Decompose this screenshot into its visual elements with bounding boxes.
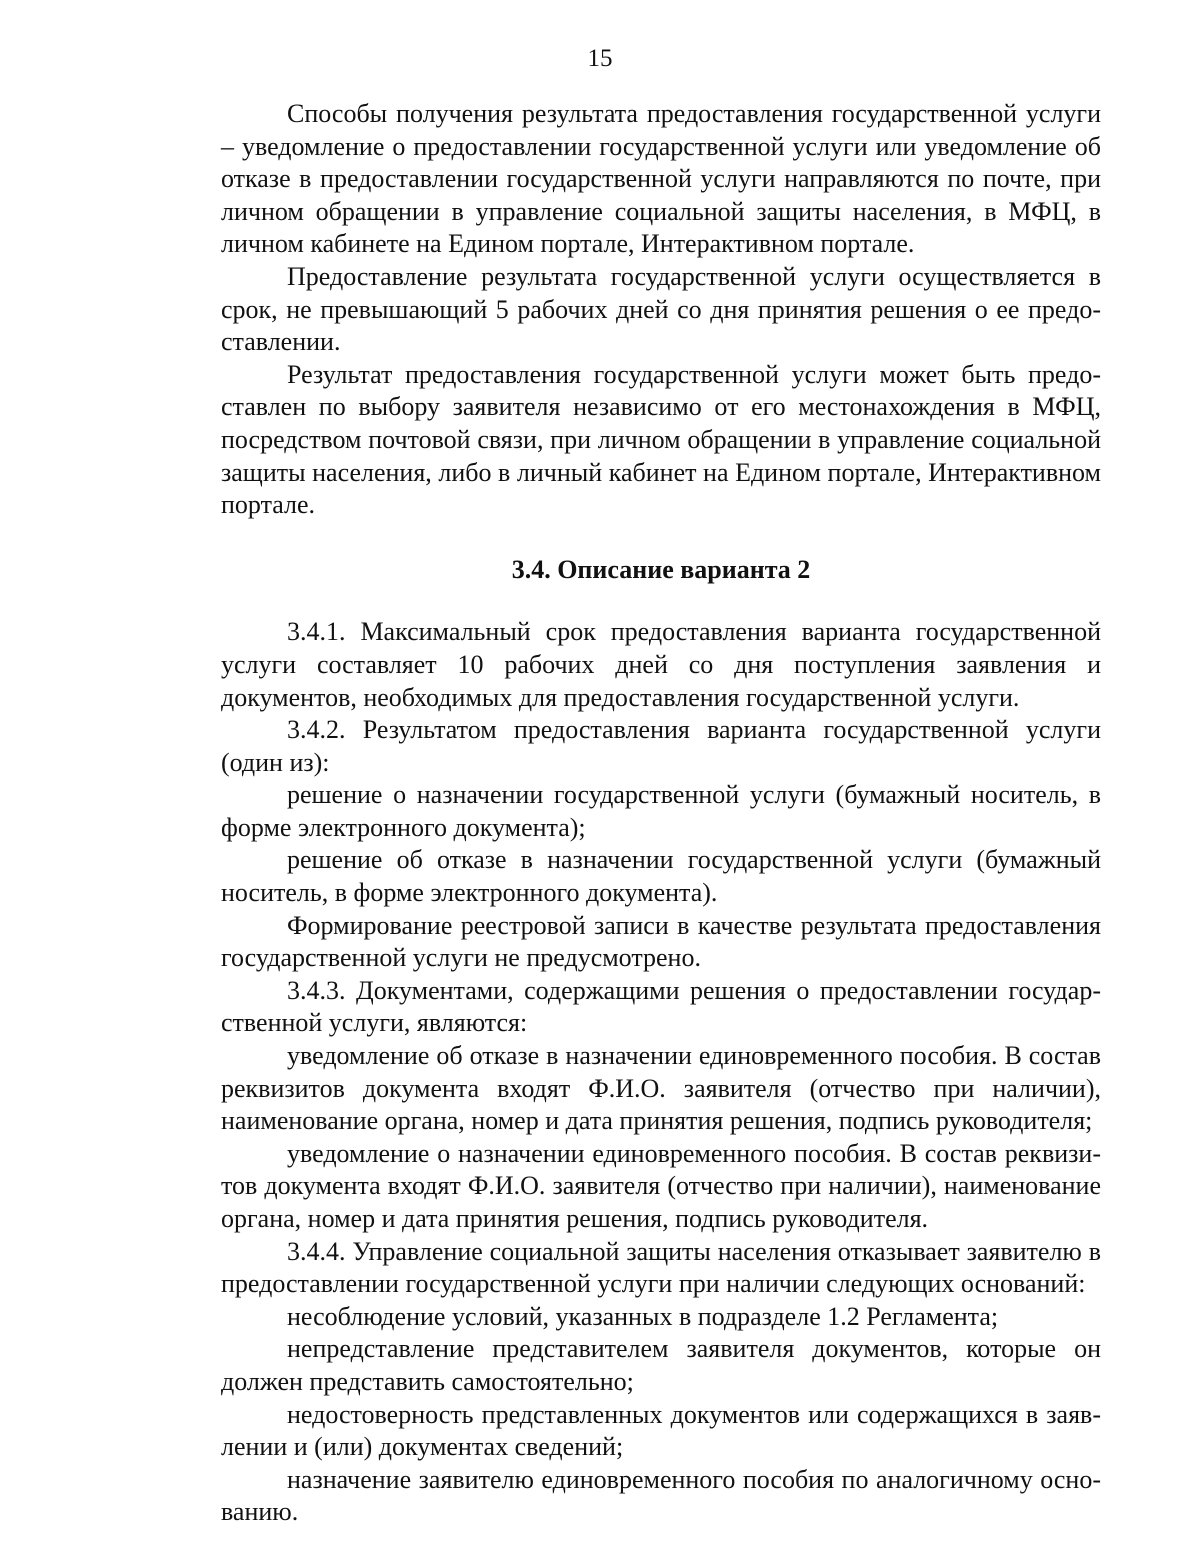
paragraph-result-delivery: Результат предоставления государственной услуги может быть предоставлен по выбору заявителя независимо от его местонахождения в МФЦ, посредством почтовой связи, при личном обращении в управление социальной защиты населения, либо в личный кабинет на Едином портале, Интерактивном портале.	[221, 359, 1101, 520]
list-item-ground-unreliable-data: недостоверность представленных документов или содержащихся в заявлении и (или) документах сведений;	[221, 1399, 1101, 1462]
list-item-ground-duplicate-benefit: назначение заявителю единовременного пособия по аналогичному основанию.	[221, 1464, 1101, 1527]
spacer	[221, 586, 1101, 616]
paragraph-registry-record: Формирование реестровой записи в качестве результата предоставления государственной услуги не предусмотрено.	[221, 910, 1101, 973]
spacer	[221, 522, 1101, 554]
paragraph-3-4-3: 3.4.3. Документами, содержащими решения о предоставлении государственной услуги, являются:	[221, 975, 1101, 1038]
list-item-decision-grant: решение о назначении государственной услуги (бумажный носитель, в форме электронного документа);	[221, 780, 1101, 842]
list-item-ground-missing-documents: непредставление представителем заявителя документов, которые он должен представить самостоятельно;	[221, 1334, 1101, 1396]
document-body	[221, 98, 1101, 1529]
list-item-refusal-notice: уведомление об отказе в назначении единовременного пособия. В состав реквизитов документа входят Ф.И.О. заявителя (отчество при наличии), наименование органа, номер и дата принятия решения, подпись руководителя;	[221, 1041, 1101, 1136]
paragraph-3-4-1: 3.4.1. Максимальный срок предоставления варианта государственной услуги составляет 10 рабочих дней со дня поступления заявления и документов, необходимых для предоставления государственной услуги.	[221, 617, 1101, 712]
list-item-decision-refusal: решение об отказе в назначении государственной услуги (бумажный носитель, в форме электронного документа).	[221, 845, 1101, 908]
paragraph-result-deadline: Предоставление результата государственной услуги осуществляется в срок, не превышающий 5 рабочих дней со дня принятия решения о ее предоставлении.	[221, 261, 1101, 357]
list-item-ground-conditions: несоблюдение условий, указанных в подразделе 1.2 Регламента;	[287, 1301, 999, 1331]
section-heading: 3.4. Описание варианта 2	[511, 554, 811, 584]
paragraph-3-4-2: 3.4.2. Результатом предоставления варианта государственной услуги (один из):	[221, 715, 1101, 777]
page-number: 15	[587, 45, 613, 72]
paragraph-3-4-4: 3.4.4. Управление социальной защиты населения отказывает заявителю в предоставлении государственной услуги при наличии следующих оснований:	[221, 1236, 1101, 1299]
list-item-grant-notice: уведомление о назначении единовременного пособия. В состав реквизитов документа входят Ф.И.О. заявителя (отчество при наличии), наименование органа, номер и дата принятия решения, подпись руководителя.	[221, 1138, 1101, 1233]
paragraph-result-methods: Способы получения результата предоставления государственной услуги – уведомление о предоставлении государственной услуги или уведомление об отказе в предоставлении государственной услуги направляются по почте, при личном обращении в управление социальной защиты населения, в МФЦ, в личном кабинете на Едином портале, Интерактивном портале.	[221, 99, 1101, 259]
